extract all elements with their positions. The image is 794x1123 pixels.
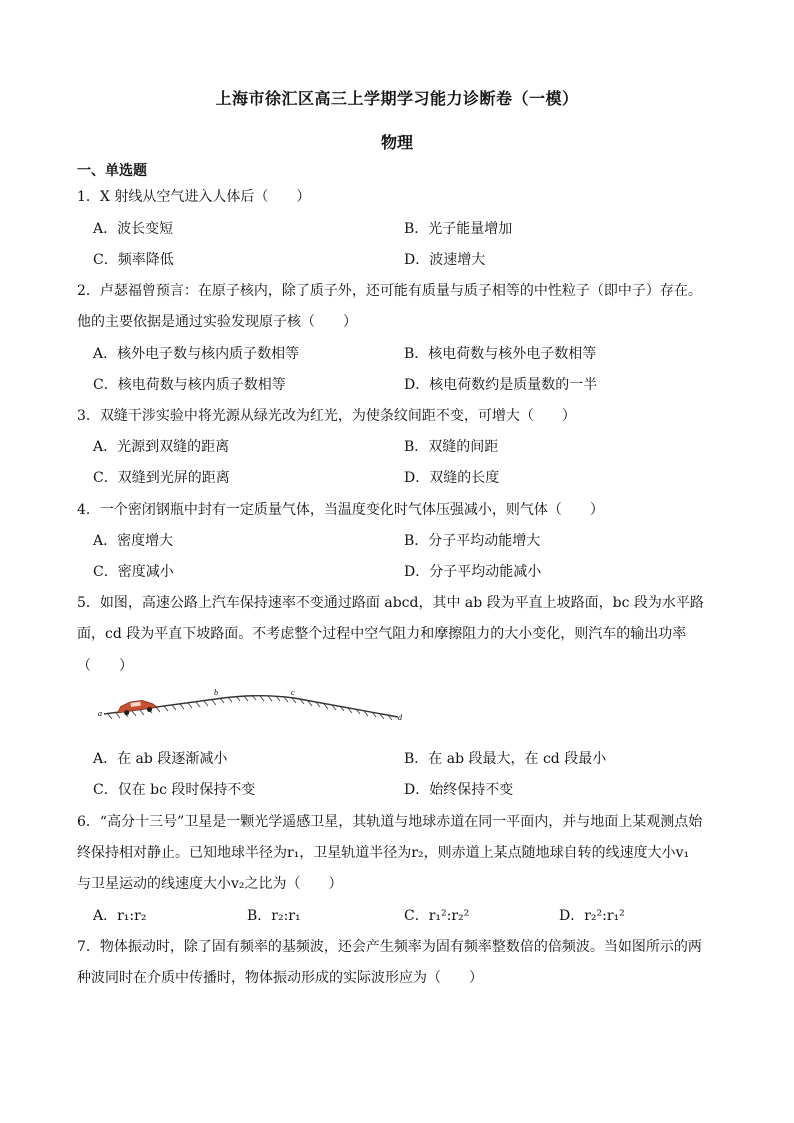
- q5-option-d: D．始终保持不变: [404, 782, 514, 798]
- q6-option-c: C．r₁²:r₂²: [404, 908, 470, 924]
- point-d-label: d: [398, 713, 402, 722]
- point-b-label: b: [214, 688, 218, 697]
- section-heading: 一、单选题: [77, 163, 147, 179]
- question-6-stem-line-2: 终保持相对静止。已知地球半径为r₁，卫星轨道半径为r₂，则赤道上某点随地球自转的线速度大小v₁: [77, 845, 690, 861]
- q3-option-c: C．双缝到光屏的距离: [93, 470, 230, 486]
- q1-option-b: B．光子能量增加: [404, 221, 513, 237]
- q2-option-c: C．核电荷数与核内质子数相等: [93, 377, 286, 393]
- q1-option-c: C．频率降低: [93, 252, 174, 268]
- exam-title: 上海市徐汇区高三上学期学习能力诊断卷（一模）: [215, 89, 579, 108]
- point-a-label: a: [98, 709, 102, 718]
- point-c-label: c: [291, 688, 295, 697]
- question-5-stem-line-2: 面，cd 段为平直下坡路面。不考虑整个过程中空气阻力和摩擦阻力的大小变化，则汽车的输出功率: [77, 626, 687, 642]
- q6-option-b: B．r₂:r₁: [247, 908, 301, 924]
- q2-option-b: B．核电荷数与核外电子数相等: [404, 346, 597, 362]
- question-7-stem-line-2: 种波同时在介质中传播时，物体振动形成的实际波形应为（ ）: [77, 970, 483, 986]
- q5-option-b: B．在 ab 段最大，在 cd 段最小: [404, 751, 607, 767]
- question-2-stem-line-2: 他的主要依据是通过实验发现原子核（ ）: [77, 314, 357, 330]
- question-6-stem-line-1: 6．“高分十三号”卫星是一颗光学遥感卫星，其轨道与地球赤道在同一平面内，并与地面上某观测点始: [77, 814, 703, 830]
- question-6-stem-line-3: 与卫星运动的线速度大小v₂之比为（ ）: [77, 876, 343, 892]
- q3-option-a: A．光源到双缝的距离: [93, 439, 230, 455]
- q5-option-a: A．在 ab 段逐渐减小: [93, 751, 228, 767]
- q1-option-a: A．波长变短: [93, 221, 174, 237]
- q4-option-d: D．分子平均动能减小: [404, 564, 542, 580]
- q2-option-d: D．核电荷数约是质量数的一半: [404, 377, 598, 393]
- question-5-stem-line-3: （ ）: [77, 658, 133, 674]
- question-3-stem: 3．双缝干涉实验中将光源从绿光改为红光，为使条纹间距不变，可增大（ ）: [77, 408, 576, 424]
- subject-title: 物理: [380, 133, 413, 152]
- road-diagram: [96, 688, 408, 728]
- q2-option-a: A．核外电子数与核内质子数相等: [93, 346, 300, 362]
- question-2-stem-line-1: 2．卢瑟福曾预言：在原子核内，除了质子外，还可能有质量与质子相等的中性粒子（即中子）存在。: [77, 283, 702, 299]
- q6-option-a: A．r₁:r₂: [93, 908, 147, 924]
- question-5-stem-line-1: 5．如图，高速公路上汽车保持速率不变通过路面 abcd，其中 ab 段为平直上坡路面，bc 段为水平路: [77, 595, 704, 611]
- q3-option-b: B．双缝的间距: [404, 439, 499, 455]
- car-icon: [116, 698, 157, 716]
- q6-option-d: D．r₂²:r₁²: [559, 908, 625, 924]
- q3-option-d: D．双缝的长度: [404, 470, 500, 486]
- question-1-stem: 1．X 射线从空气进入人体后（ ）: [77, 189, 311, 205]
- q1-option-d: D．波速增大: [404, 252, 486, 268]
- question-4-stem: 4．一个密闭钢瓶中封有一定质量气体，当温度变化时气体压强减小，则气体（ ）: [77, 502, 604, 518]
- question-7-stem-line-1: 7．物体振动时，除了固有频率的基频波，还会产生频率为固有频率整数倍的倍频波。当如图所示的两: [77, 939, 702, 955]
- q5-option-c: C．仅在 bc 段时保持不变: [93, 782, 256, 798]
- q4-option-c: C．密度减小: [93, 564, 174, 580]
- q4-option-b: B．分子平均动能增大: [404, 533, 541, 549]
- q4-option-a: A．密度增大: [93, 533, 174, 549]
